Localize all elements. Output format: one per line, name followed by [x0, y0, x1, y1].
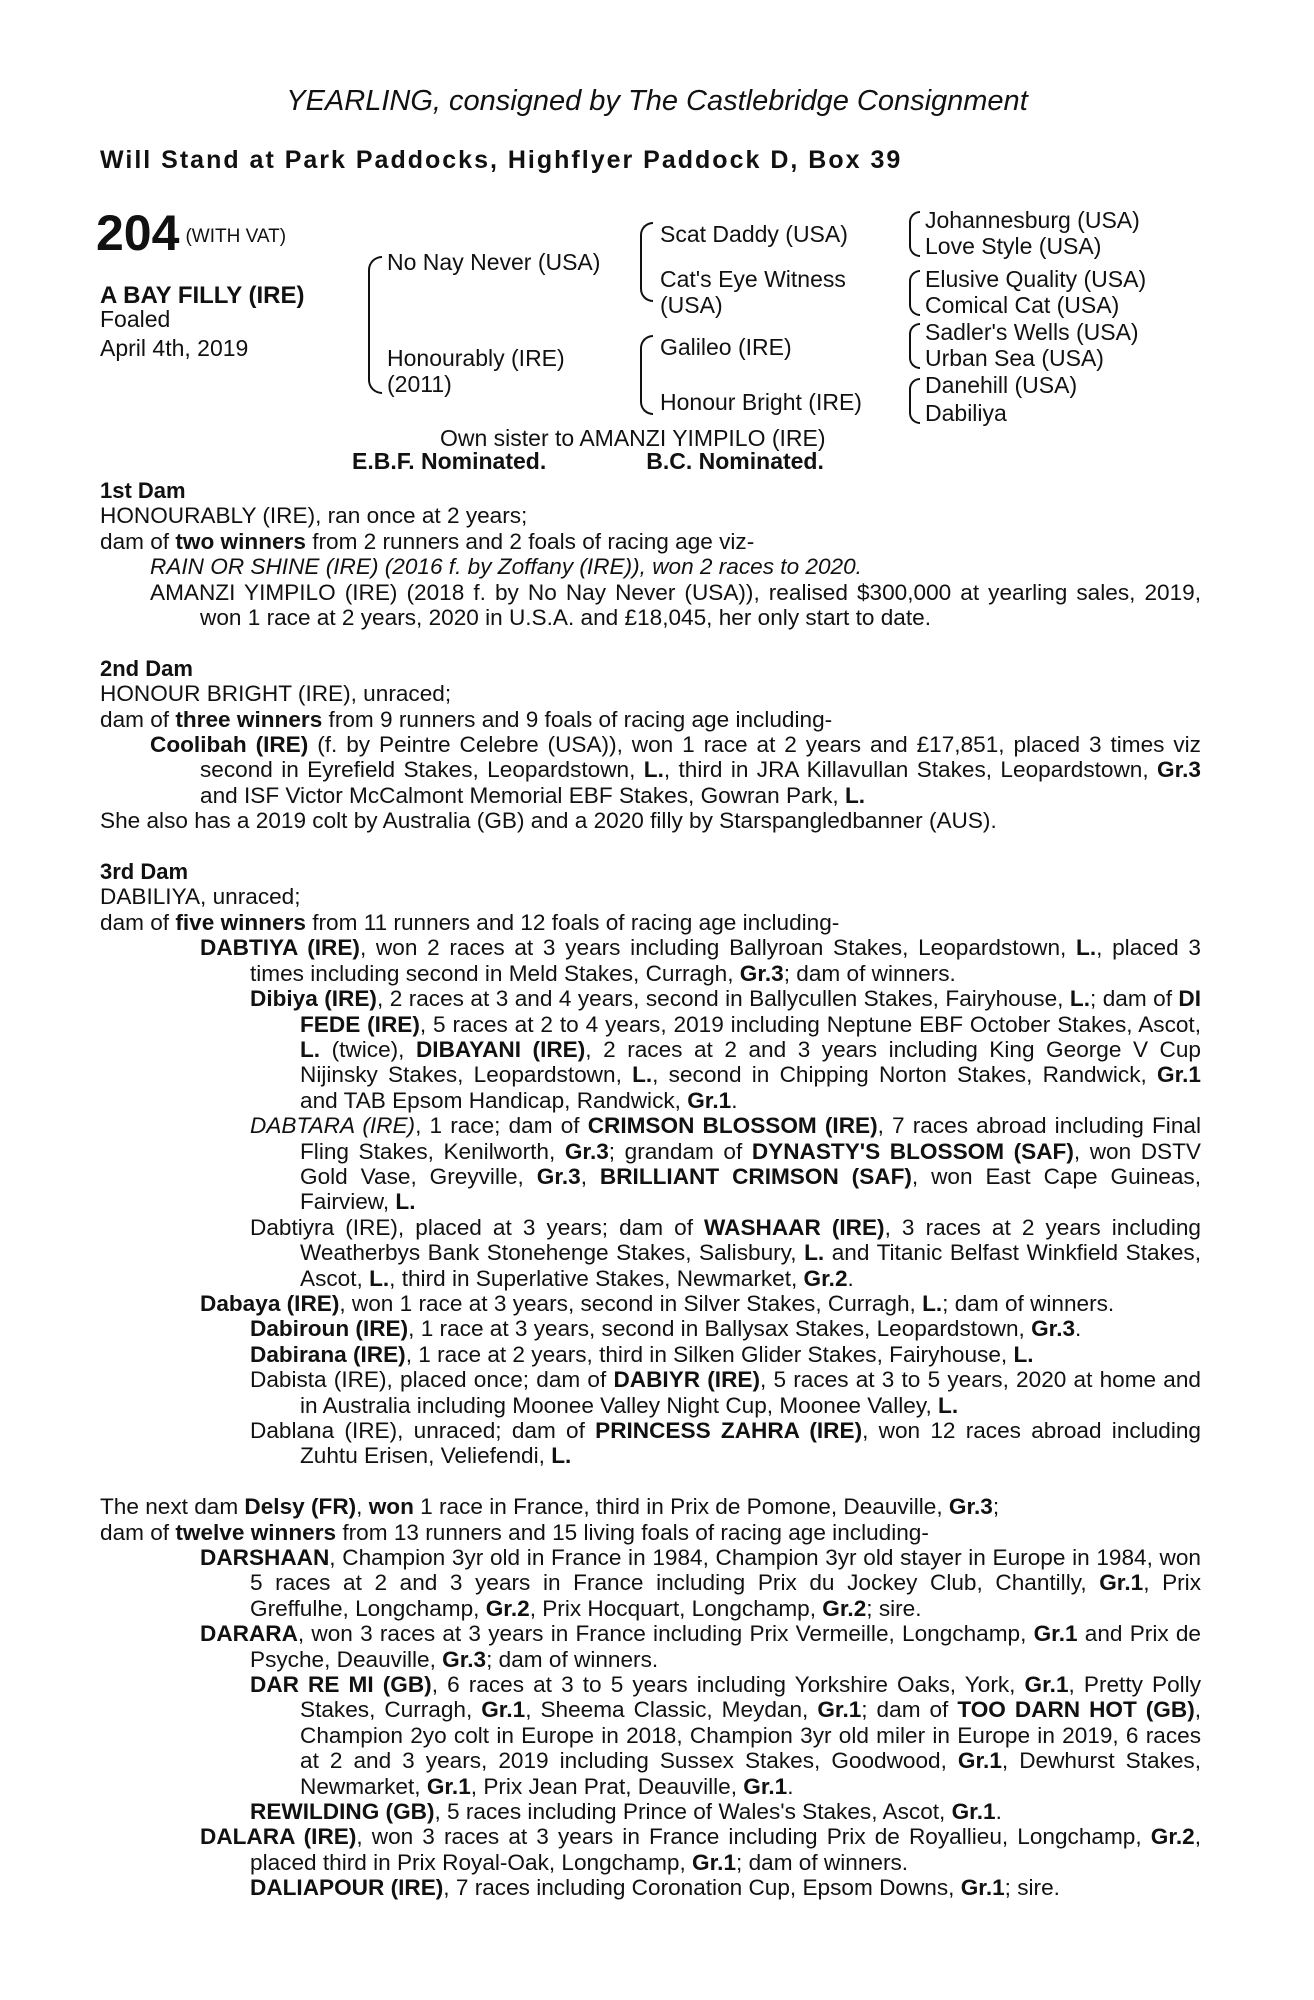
first-dam-line: HONOURABLY (IRE), ran once at 2 years;: [100, 503, 528, 529]
third-dam-dabtara: DABTARA (IRE), 1 race; dam of CRIMSON BLOSSOM (IRE), 7 races abroad including Final Fling Stakes, Kenilworth, Gr.3; grandam of DYNASTY'S BLOSSOM (SAF), won DSTV Gold Vase, Greyville, Gr.3, BRILLIANT CRIMSON (SAF), won East Cape Guineas, Fairview, L.: [250, 1113, 1201, 1215]
foaled-label: Foaled: [100, 306, 171, 332]
bc-nomination: B.C. Nominated.: [646, 448, 824, 474]
pedigree-dam: [387, 345, 565, 397]
first-dam-offspring-1: RAIN OR SHINE (IRE) (2016 f. by Zoffany (IRE)), won 2 races to 2020.: [150, 554, 862, 580]
second-dam-heading: 2nd Dam: [100, 655, 193, 681]
third-dam-dabtiya: DABTIYA (IRE), won 2 races at 3 years including Ballyroan Stakes, Leopardstown, L., placed 3 times including second in Meld Stakes, Curragh, Gr.3; dam of winners.: [200, 935, 1201, 986]
next-dam-dalara: DALARA (IRE), won 3 races at 3 years in France including Prix de Royallieu, Longchamp, Gr.2, placed third in Prix Royal-Oak, Longchamp, Gr.1; dam of winners.: [200, 1824, 1201, 1875]
pedigree-brace-3b: [909, 270, 920, 316]
third-dam-dabiroun: Dabiroun (IRE), 1 race at 3 years, second in Ballysax Stakes, Leopardstown, Gr.3.: [250, 1316, 1082, 1342]
third-dam-dabtiyra: Dabtiyra (IRE), placed at 3 years; dam of WASHAAR (IRE), 3 races at 2 years including Weatherbys Bank Stonehenge Stakes, Salisbury, L. and Titanic Belfast Winkfield Stakes, Ascot, L., third in Superlative Stakes, Newmarket, Gr.2.: [250, 1214, 1201, 1291]
pedigree-ddd: Dabiliya: [925, 400, 1007, 426]
next-dam-dar-re-mi: DAR RE MI (GB), 6 races at 3 to 5 years including Yorkshire Oaks, York, Gr.1, Pretty Polly Stakes, Curragh, Gr.1, Sheema Classic, Meydan, Gr.1; dam of TOO DARN HOT (GB), Champion 2yo colt in Europe in 2018, Champion 3yr old miler in Europe in 2019, 6 races at 2 and 3 years, 2019 including Sussex Stakes, Goodwood, Gr.1, Dewhurst Stakes, Newmarket, Gr.1, Prix Jean Prat, Deauville, Gr.1.: [250, 1672, 1201, 1799]
pedigree-dss: Sadler's Wells (USA): [925, 319, 1139, 345]
foaled-date: April 4th, 2019: [100, 335, 249, 361]
pedigree-brace-3a: [909, 211, 920, 257]
next-dam-rewilding: REWILDING (GB), 5 races including Prince of Wales's Stakes, Ascot, Gr.1.: [250, 1799, 1002, 1825]
next-dam-summary: dam of twelve winners from 13 runners and 15 living foals of racing age including-: [100, 1519, 929, 1545]
next-dam-darshaan: DARSHAAN, Champion 3yr old in France in 1984, Champion 3yr old stayer in Europe in 1984, won 5 races at 2 and 3 years in France including Prix du Jockey Club, Chantilly, Gr.1, Prix Greffulhe, Longchamp, Gr.2, Prix Hocquart, Longchamp, Gr.2; sire.: [200, 1545, 1201, 1621]
lot-number: 204: [96, 205, 180, 261]
pedigree-sire: No Nay Never (USA): [387, 249, 601, 275]
first-dam-offspring-2: AMANZI YIMPILO (IRE) (2018 f. by No Nay Never (USA)), realised $300,000 at yearling sales, 2019, won 1 race at 2 years, 2020 in U.S.A. and £18,045, her only start to date.: [150, 579, 1201, 631]
pedigree-brace-3c: [909, 323, 920, 369]
catalogue-body: [100, 478, 1201, 1901]
pedigree-brace-1: [368, 256, 382, 394]
pedigree-brace-2b: [640, 335, 653, 415]
pedigree-dd: Honour Bright (IRE): [660, 389, 862, 415]
pedigree-sd: [660, 266, 846, 318]
pedigree-dam-name: Honourably (IRE): [387, 345, 565, 371]
pedigree-ssd: Love Style (USA): [925, 233, 1102, 259]
second-dam-line: HONOUR BRIGHT (IRE), unraced;: [100, 681, 452, 707]
pedigree-brace-2a: [640, 222, 653, 302]
second-dam-note: She also has a 2019 colt by Australia (GB) and a 2020 filly by Starspangledbanner (AUS).: [100, 808, 997, 834]
vat-note: (WITH VAT): [185, 226, 287, 248]
third-dam-dabista: Dabista (IRE), placed once; dam of DABIYR (IRE), 5 races at 3 to 5 years, 2020 at home and in Australia including Moonee Valley Night Cup, Moonee Valley, L.: [250, 1367, 1201, 1418]
third-dam-dabirana: Dabirana (IRE), 1 race at 2 years, third in Silken Glider Stakes, Fairyhouse, L.: [250, 1341, 1034, 1367]
pedigree-sss: Johannesburg (USA): [925, 207, 1140, 233]
consignment-header: YEARLING, consigned by The Castlebridge Consignment: [286, 85, 1028, 117]
pedigree-brace-3d: [909, 378, 920, 424]
third-dam-dibiya: Dibiya (IRE), 2 races at 3 and 4 years, second in Ballycullen Stakes, Fairyhouse, L.; dam of DI FEDE (IRE), 5 races at 2 to 4 years, 2019 including Neptune EBF October Stakes, Ascot, L. (twice), DIBAYANI (IRE), 2 races at 2 and 3 years including King George V Cup Nijinsky Stakes, Leopardstown, L., second in Chipping Norton Stakes, Randwick, Gr.1 and TAB Epsom Handicap, Randwick, Gr.1.: [250, 986, 1202, 1113]
own-sister-note: Own sister to AMANZI YIMPILO (IRE): [440, 425, 826, 451]
stand-location: Will Stand at Park Paddocks, Highflyer Paddock D, Box 39: [100, 146, 903, 174]
pedigree-sd-country: (USA): [660, 292, 723, 318]
second-dam-offspring-1: Coolibah (IRE) (f. by Peintre Celebre (USA)), won 1 race at 2 years and £17,851, placed 3 times viz second in Eyrefield Stakes, Leopardstown, L., third in JRA Killavullan Stakes, Leopardstown, Gr.3 and ISF Victor McCalmont Memorial EBF Stakes, Gowran Park, L.: [150, 732, 1201, 808]
second-dam-summary: dam of three winners from 9 runners and 9 foals of racing age including-: [100, 706, 833, 732]
third-dam-dabaya: Dabaya (IRE), won 1 race at 3 years, second in Silver Stakes, Curragh, L.; dam of winners.: [200, 1290, 1115, 1316]
next-dam-daliapour: DALIAPOUR (IRE), 7 races including Coronation Cup, Epsom Downs, Gr.1; sire.: [250, 1875, 1060, 1901]
next-dam-line: The next dam Delsy (FR), won 1 race in France, third in Prix de Pomone, Deauville, Gr.3;: [100, 1494, 1000, 1520]
third-dam-line: DABILIYA, unraced;: [100, 884, 301, 910]
pedigree-dsd: Urban Sea (USA): [925, 345, 1104, 371]
lot-title: A BAY FILLY (IRE): [100, 282, 305, 309]
nominations: [352, 448, 824, 475]
third-dam-summary: dam of five winners from 11 runners and 12 foals of racing age including-: [100, 909, 840, 935]
pedigree-ds: Galileo (IRE): [660, 334, 792, 360]
lot-number-block: [96, 205, 287, 261]
pedigree-sds: Elusive Quality (USA): [925, 266, 1147, 292]
foaled-info: [100, 305, 248, 363]
first-dam-heading: 1st Dam: [100, 478, 186, 503]
pedigree-dds: Danehill (USA): [925, 372, 1078, 398]
next-dam-darara: DARARA, won 3 races at 3 years in France including Prix Vermeille, Longchamp, Gr.1 and Prix de Psyche, Deauville, Gr.3; dam of winners.: [200, 1621, 1201, 1672]
third-dam-dablana: Dablana (IRE), unraced; dam of PRINCESS ZAHRA (IRE), won 12 races abroad including Zuhtu Erisen, Veliefendi, L.: [250, 1418, 1201, 1469]
ebf-nomination: E.B.F. Nominated.: [352, 448, 547, 474]
pedigree-ss: Scat Daddy (USA): [660, 221, 848, 247]
first-dam-summary: dam of two winners from 2 runners and 2 foals of racing age viz-: [100, 528, 755, 554]
pedigree-sd-name: Cat's Eye Witness: [660, 266, 846, 292]
pedigree-sdd: Comical Cat (USA): [925, 292, 1120, 318]
third-dam-heading: 3rd Dam: [100, 859, 189, 885]
pedigree-dam-year: (2011): [387, 371, 452, 397]
